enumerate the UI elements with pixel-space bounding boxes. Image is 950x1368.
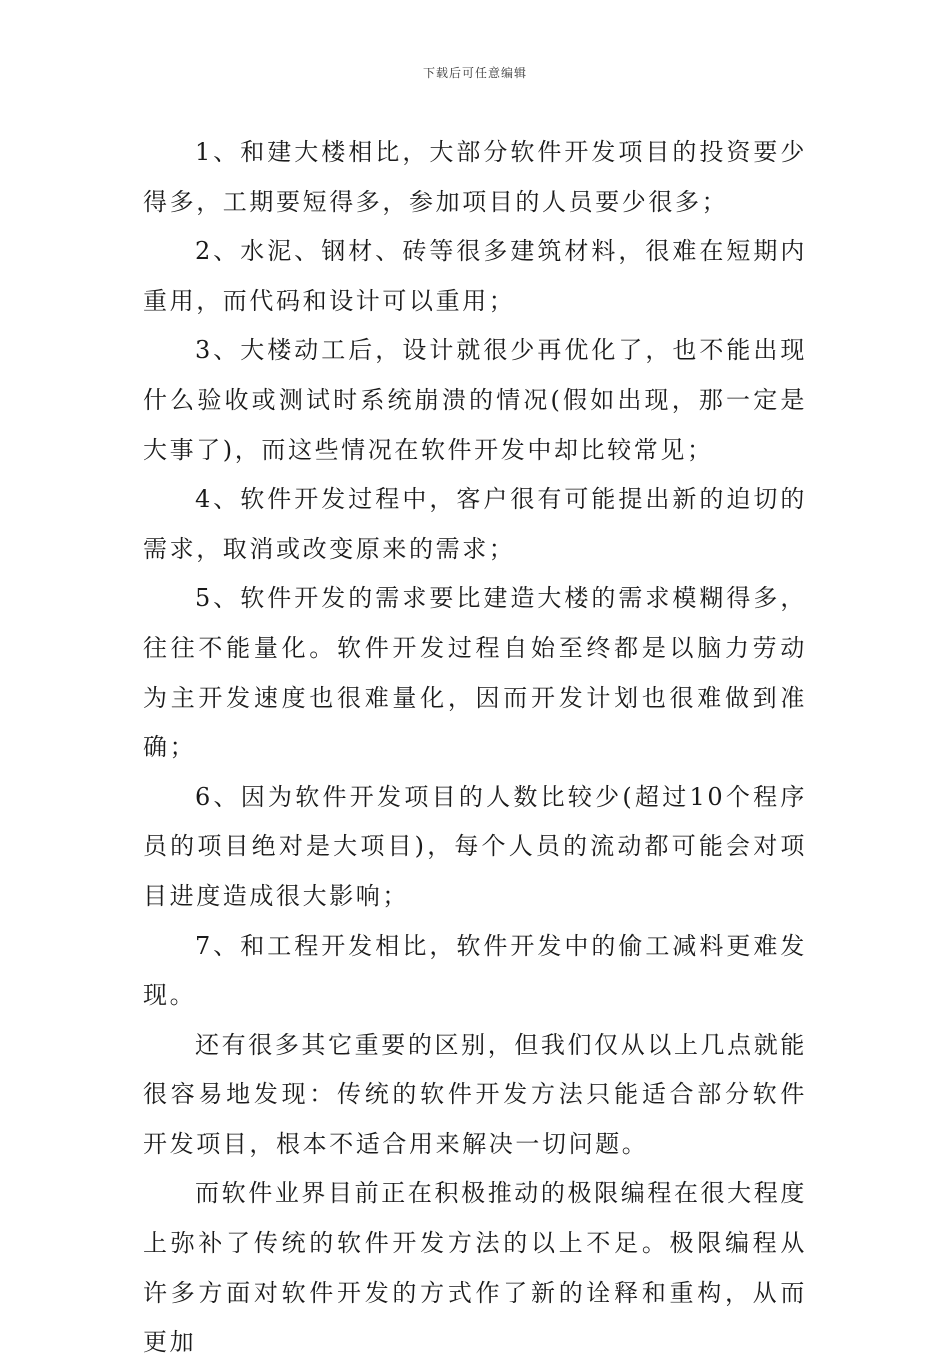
page-header-note: 下载后可任意编辑 <box>422 66 527 80</box>
paragraph-3: 3、大楼动工后，设计就很少再优化了，也不能出现什么验收或测试时系统崩溃的情况(假如出现，那一定是大事了)，而这些情况在软件开发中却比较常见； <box>143 336 807 464</box>
document-body <box>143 128 807 1368</box>
paragraph-5: 5、软件开发的需求要比建造大楼的需求模糊得多，往往不能量化。软件开发过程自始至终都是以脑力劳动为主开发速度也很难量化，因而开发计划也很难做到准确； <box>143 584 807 762</box>
paragraph-6: 6、因为软件开发项目的人数比较少(超过10个程序员的项目绝对是大项目)，每个人员的流动都可能会对项目进度造成很大影响； <box>143 782 807 910</box>
paragraph-9: 而软件业界目前正在积极推动的极限编程在很大程度上弥补了传统的软件开发方法的以上不足。极限编程从许多方面对软件开发的方式作了新的诠释和重构，从而更加 <box>143 1179 807 1357</box>
paragraph-2: 2、水泥、钢材、砖等很多建筑材料，很难在短期内重用，而代码和设计可以重用； <box>143 237 807 315</box>
paragraph-1: 1、和建大楼相比，大部分软件开发项目的投资要少得多，工期要短得多，参加项目的人员要少很多； <box>143 138 807 216</box>
paragraph-4: 4、软件开发过程中，客户很有可能提出新的迫切的需求，取消或改变原来的需求； <box>143 485 807 563</box>
paragraph-8: 还有很多其它重要的区别，但我们仅从以上几点就能很容易地发现：传统的软件开发方法只能适合部分软件开发项目，根本不适合用来解决一切问题。 <box>143 1030 807 1158</box>
paragraph-7: 7、和工程开发相比，软件开发中的偷工减料更难发现。 <box>143 931 807 1010</box>
